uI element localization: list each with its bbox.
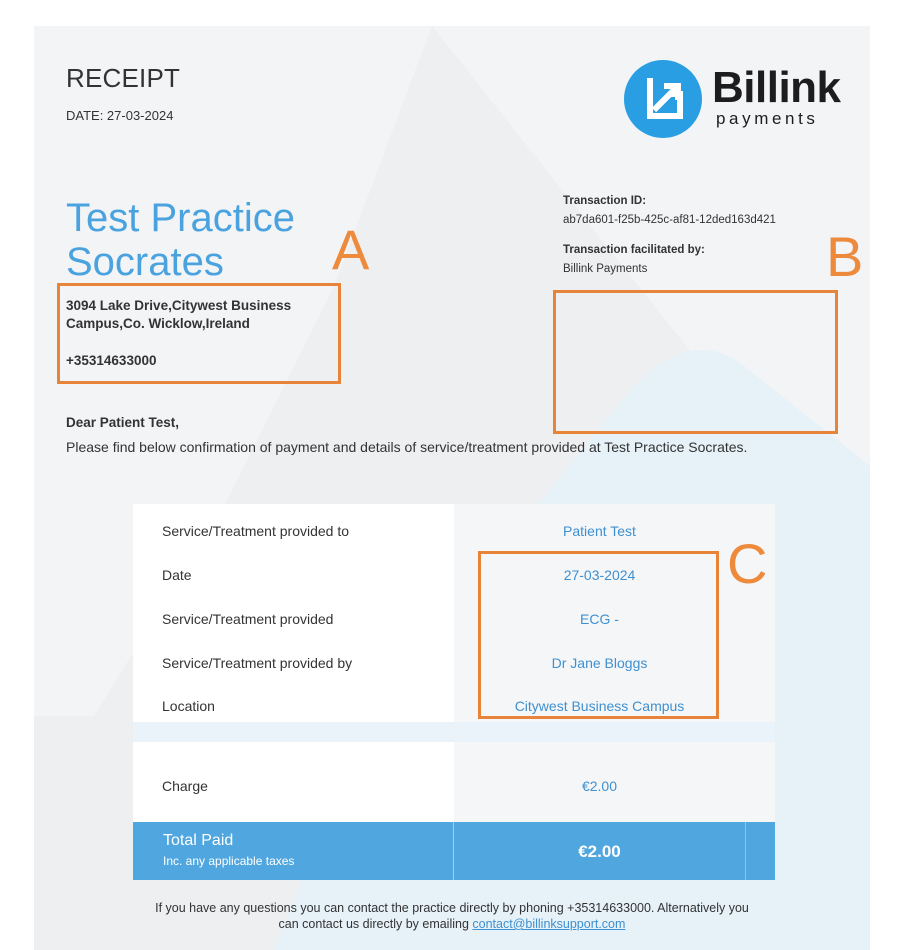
- charge-value: €2.00: [581, 778, 618, 794]
- total-paid-value: €2.00: [578, 842, 621, 861]
- total-paid-label: Total Paid: [163, 832, 234, 849]
- footer-line2: [120, 916, 784, 932]
- receipt-date: DATE: 27-03-2024: [66, 108, 174, 123]
- address-line2: Campus,Co. Wicklow,Ireland: [66, 316, 250, 331]
- transaction-id-label: Transaction ID:: [563, 195, 647, 207]
- practice-phone: +35314633000: [66, 353, 157, 368]
- intro-text: Please find below confirmation of payment and details of service/treatment provided at Test Practice Socrates.: [66, 439, 748, 455]
- footer-line2-prefix: can contact us directly by emailing: [278, 917, 473, 931]
- billink-logo-sub: payments: [716, 109, 819, 128]
- annotation-box-a: [57, 283, 341, 384]
- billink-logo-icon: [624, 60, 702, 138]
- practice-name-line2: Socrates: [66, 240, 224, 284]
- transaction-id-value: ab7da601-f25b-425c-af81-12ded163d421: [563, 214, 776, 226]
- row-label: Service/Treatment provided to: [162, 523, 350, 539]
- row-value: Dr Jane Bloggs: [551, 655, 648, 671]
- total-paid-sub: Inc. any applicable taxes: [163, 854, 295, 868]
- row-label: Date: [162, 567, 192, 583]
- address-line1: 3094 Lake Drive,Citywest Business: [66, 298, 292, 313]
- annotation-label-a: A: [332, 218, 370, 281]
- charge-row: [133, 763, 775, 807]
- row-value: 27-03-2024: [563, 567, 636, 583]
- practice-name: [66, 196, 366, 284]
- total-divider-right: [745, 822, 746, 880]
- row-label: Location: [162, 698, 215, 714]
- support-email-link[interactable]: contact@billinksupport.com: [472, 917, 626, 931]
- receipt-title: RECEIPT: [66, 63, 181, 93]
- table-row: [133, 508, 775, 552]
- annotation-box-b: [553, 290, 838, 434]
- annotation-label-c: C: [727, 532, 768, 595]
- row-value: ECG -: [580, 611, 619, 627]
- footer-contact: [120, 900, 784, 932]
- footer-line1: If you have any questions you can contact the practice directly by phoning +35314633000. Alternatively you: [155, 901, 749, 915]
- practice-name-line1: Test Practice: [66, 196, 295, 240]
- row-value: Citywest Business Campus: [514, 698, 685, 714]
- annotation-label-b: B: [826, 225, 864, 288]
- row-value: Patient Test: [563, 523, 636, 539]
- row-label: Service/Treatment provided by: [162, 655, 353, 671]
- facilitator-value: Billink Payments: [563, 263, 648, 275]
- greeting: Dear Patient Test,: [66, 415, 180, 430]
- charge-label: Charge: [162, 778, 208, 794]
- row-label: Service/Treatment provided: [162, 611, 334, 627]
- facilitator-label: Transaction facilitated by:: [563, 244, 705, 256]
- billink-logo: [624, 58, 844, 140]
- annotation-box-c: [478, 551, 719, 719]
- billink-logo-name: Billink: [712, 63, 841, 112]
